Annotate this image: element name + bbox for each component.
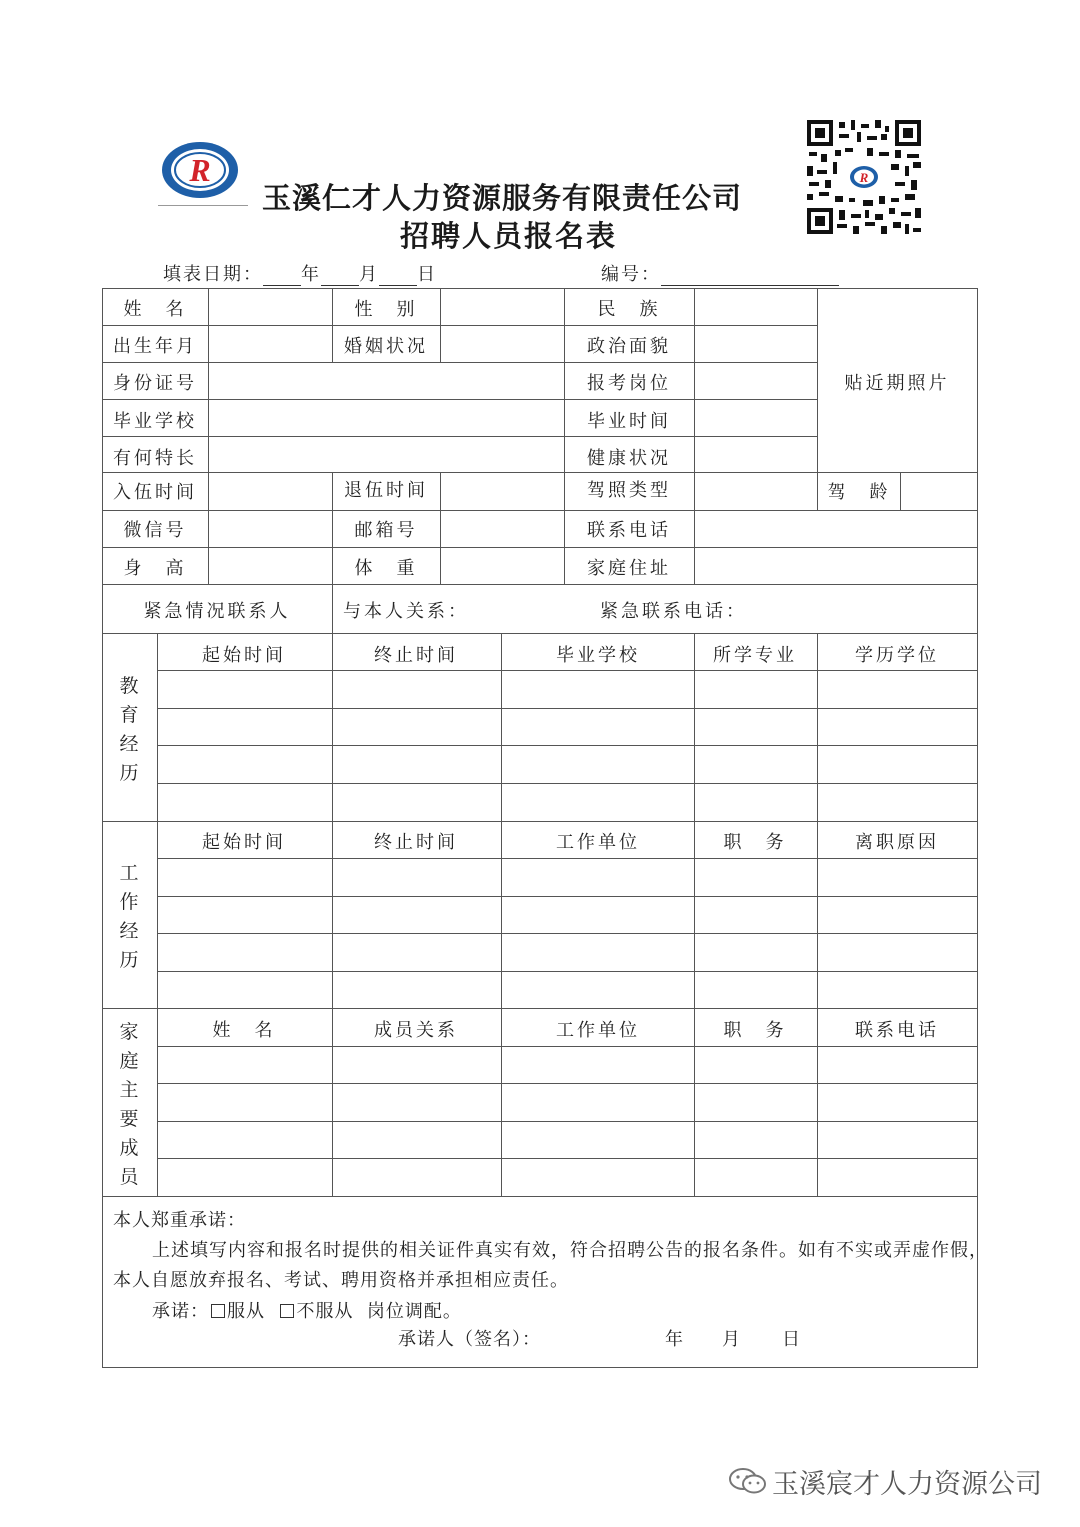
edu-header-end: 终止时间 bbox=[374, 645, 458, 666]
label-specialty: 有何特长 bbox=[113, 448, 197, 469]
label-emergency-phone: 紧急联系电话： bbox=[600, 601, 747, 622]
edu-header-degree: 学历学位 bbox=[855, 645, 939, 666]
family-header-employer: 工作单位 bbox=[556, 1020, 640, 1041]
edu-header-school: 毕业学校 bbox=[556, 645, 640, 666]
photo-placeholder[interactable]: 贴近期照片 bbox=[844, 373, 950, 394]
family-header-name: 姓 名 bbox=[212, 1020, 276, 1041]
family-header-phone: 联系电话 bbox=[855, 1020, 939, 1041]
label-marital: 婚姻状况 bbox=[344, 336, 428, 357]
year-label: 年 bbox=[301, 264, 321, 285]
label-weight: 体 重 bbox=[354, 558, 418, 579]
label-relation: 与本人关系： bbox=[343, 601, 469, 622]
label-political: 政治面貌 bbox=[587, 336, 671, 357]
label-health: 健康状况 bbox=[587, 448, 671, 469]
label-id-number: 身份证号 bbox=[113, 373, 197, 394]
month-blank[interactable] bbox=[321, 267, 359, 286]
year-blank[interactable] bbox=[263, 267, 301, 286]
label-position: 报考岗位 bbox=[587, 373, 671, 394]
label-gender: 性 别 bbox=[354, 299, 418, 320]
work-header-title: 职 务 bbox=[723, 832, 787, 853]
wechat-icon bbox=[728, 1466, 768, 1496]
work-header-end: 终止时间 bbox=[374, 832, 458, 853]
label-email: 邮箱号 bbox=[354, 520, 418, 541]
svg-text:R: R bbox=[859, 170, 869, 185]
work-header-employer: 工作单位 bbox=[556, 832, 640, 853]
month-label: 月 bbox=[359, 264, 379, 285]
obey-checkbox[interactable] bbox=[211, 1304, 225, 1318]
label-name: 姓 名 bbox=[123, 299, 187, 320]
label-height: 身 高 bbox=[123, 558, 187, 579]
commit-label: 承诺： bbox=[152, 1301, 209, 1322]
company-name: 玉溪仁才人力资源服务有限责任公司 bbox=[262, 181, 743, 215]
form-number-blank[interactable] bbox=[661, 267, 839, 286]
label-ethnicity: 民 族 bbox=[597, 299, 661, 320]
edu-header-major: 所学专业 bbox=[713, 645, 797, 666]
sign-year: 年 bbox=[665, 1329, 684, 1350]
family-header-title: 职 务 bbox=[723, 1020, 787, 1041]
edu-header-start: 起始时间 bbox=[202, 645, 286, 666]
label-birth: 出生年月 bbox=[113, 336, 197, 357]
signer-label: 承诺人（签名）： bbox=[398, 1329, 541, 1350]
form-title: 招聘人员报名表 bbox=[400, 219, 618, 253]
label-license: 驾照类型 bbox=[587, 480, 671, 501]
company-logo bbox=[160, 140, 240, 200]
day-label: 日 bbox=[417, 264, 437, 285]
label-school: 毕业学校 bbox=[113, 411, 197, 432]
label-phone: 联系电话 bbox=[587, 520, 671, 541]
section-work-label: 工作经历 bbox=[119, 862, 139, 971]
fill-date-label: 填表日期： bbox=[163, 264, 263, 285]
form-number-label: 编号： bbox=[601, 264, 661, 285]
label-wechat: 微信号 bbox=[123, 520, 187, 541]
fill-date bbox=[163, 260, 437, 286]
family-header-relation: 成员关系 bbox=[374, 1020, 458, 1041]
form-number bbox=[601, 260, 839, 286]
disobey-label: 不服从 bbox=[296, 1301, 354, 1322]
label-driving-years: 驾 龄 bbox=[827, 482, 891, 503]
disobey-checkbox[interactable] bbox=[280, 1304, 294, 1318]
sign-month: 月 bbox=[722, 1329, 741, 1350]
svg-text:R: R bbox=[189, 152, 211, 188]
watermark-text: 玉溪宸才人力资源公司 bbox=[772, 1469, 1042, 1500]
pledge-title: 本人郑重承诺： bbox=[113, 1210, 246, 1231]
label-address: 家庭住址 bbox=[587, 558, 671, 579]
logo-underline bbox=[158, 205, 248, 206]
section-education-label: 教育经历 bbox=[119, 675, 139, 784]
label-discharge: 退伍时间 bbox=[344, 480, 428, 501]
sign-day: 日 bbox=[782, 1329, 801, 1350]
label-grad-time: 毕业时间 bbox=[587, 411, 671, 432]
work-header-reason: 离职原因 bbox=[855, 832, 939, 853]
label-enlist: 入伍时间 bbox=[113, 482, 197, 503]
assignment-label: 岗位调配。 bbox=[366, 1301, 462, 1322]
pledge-commit bbox=[152, 1297, 462, 1323]
label-emergency-contact: 紧急情况联系人 bbox=[143, 601, 291, 622]
work-header-start: 起始时间 bbox=[202, 832, 286, 853]
pledge-line-2: 本人自愿放弃报名、考试、聘用资格并承担相应责任。 bbox=[113, 1270, 569, 1291]
section-family-label: 家庭主要成员 bbox=[119, 1021, 139, 1188]
pledge-line-1: 上述填写内容和报名时提供的相关证件真实有效，符合招聘公告的报名条件。如有不实或弄虚作假， bbox=[152, 1240, 988, 1261]
day-blank[interactable] bbox=[379, 267, 417, 286]
obey-label: 服从 bbox=[227, 1301, 265, 1322]
qr-code bbox=[805, 118, 923, 236]
